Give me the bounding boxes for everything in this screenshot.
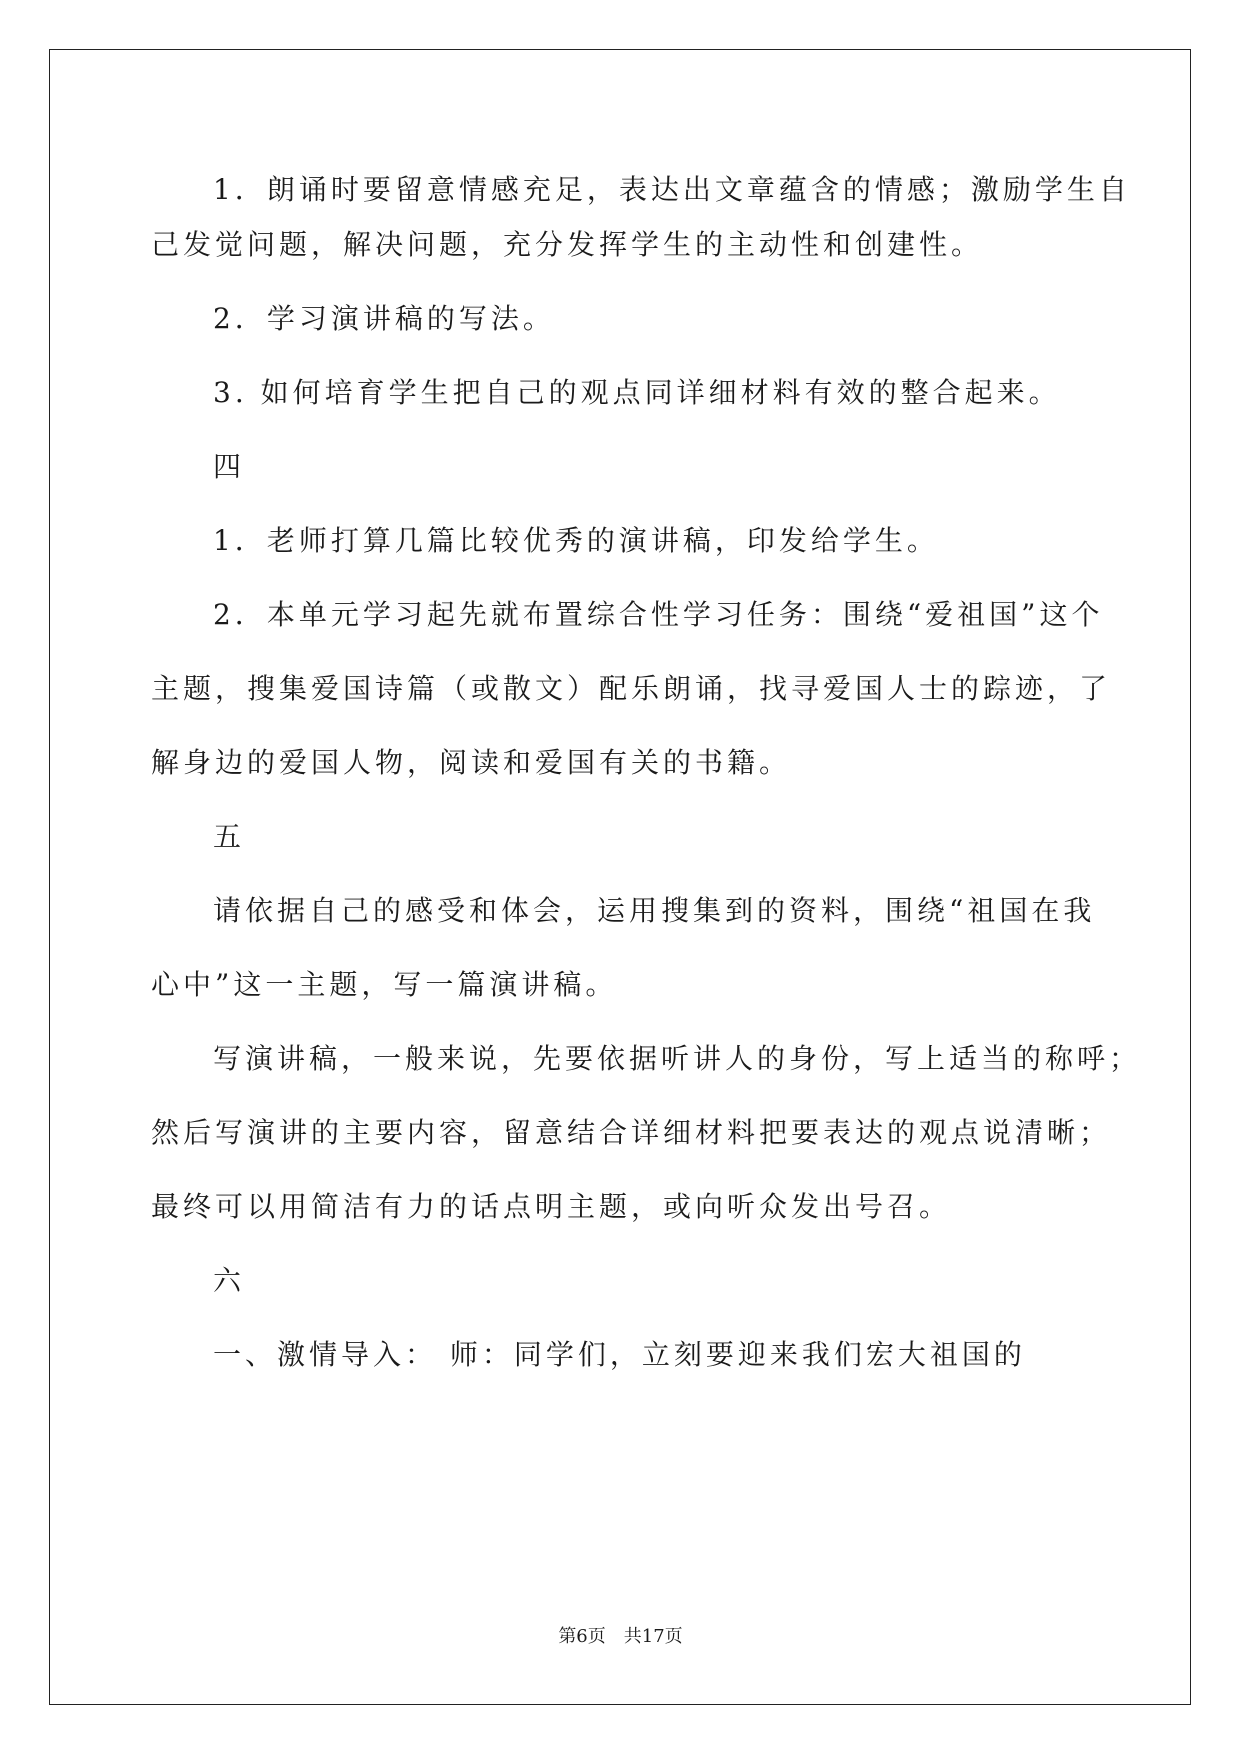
section-heading: 六	[213, 1264, 246, 1297]
paragraph-line: 一、激情导入： 师：同学们，立刻要迎来我们宏大祖国的	[213, 1338, 1026, 1371]
paragraph-line: 写演讲稿，一般来说，先要依据听讲人的身份，写上适当的称呼；	[213, 1042, 1142, 1075]
paragraph-line: 解身边的爱国人物，阅读和爱国有关的书籍。	[151, 746, 792, 779]
paragraph-line: 主题，搜集爱国诗篇（或散文）配乐朗诵，找寻爱国人士的踪迹，了	[151, 672, 1112, 705]
paragraph-line: 心中”这一主题，写一篇演讲稿。	[151, 968, 618, 1001]
section-heading: 四	[213, 450, 246, 483]
page-footer	[0, 1622, 1241, 1648]
paragraph-line: 己发觉问题，解决问题，充分发挥学生的主动性和创建性。	[151, 228, 984, 261]
page-number: 第6页	[558, 1626, 606, 1647]
paragraph-line: 然后写演讲的主要内容，留意结合详细材料把要表达的观点说清晰；	[151, 1116, 1112, 1149]
page-total: 共17页	[623, 1626, 683, 1647]
paragraph-line: 2．学习演讲稿的写法。	[213, 302, 555, 335]
paragraph-line: 3. 如何培育学生把自己的观点同详细材料有效的整合起来。	[213, 376, 1061, 409]
paragraph-line: 2．本单元学习起先就布置综合性学习任务：围绕“爱祖国”这个	[213, 598, 1104, 631]
paragraph-line: 1．朗诵时要留意情感充足，表达出文章蕴含的情感；激励学生自	[213, 173, 1131, 206]
page-border	[49, 49, 1191, 1705]
section-heading: 五	[213, 820, 246, 853]
paragraph-line: 请依据自己的感受和体会，运用搜集到的资料，围绕“祖国在我	[213, 894, 1096, 927]
paragraph-line: 1．老师打算几篇比较优秀的演讲稿，印发给学生。	[213, 524, 939, 557]
paragraph-line: 最终可以用简洁有力的话点明主题，或向听众发出号召。	[151, 1190, 952, 1223]
